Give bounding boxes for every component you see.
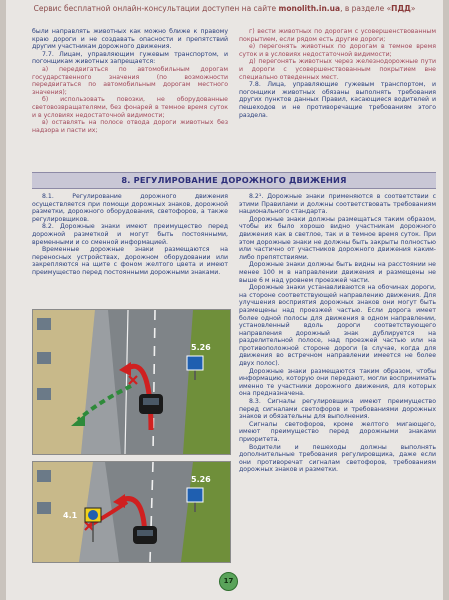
- road-scene-1: [33, 310, 230, 454]
- paragraph: Водители и пешеходы должны выполнять дополнительные требования регулировщика, даже если они противоречат сигналам светофоров, требованиям дорожных знаков и разметки.: [239, 443, 436, 474]
- car-window: [137, 530, 153, 536]
- sign-label: 4.1: [63, 511, 78, 520]
- paragraph: Дорожные знаки должны быть видны на расстоянии не менее 100 м в направлении движения и размещены не выше 6 м над уровнем проезжей части.: [239, 261, 436, 284]
- page-number: 17: [219, 572, 238, 591]
- u-turn-sign-icon: [187, 356, 203, 370]
- illustration-road-sign-5-26: [32, 309, 231, 455]
- page-header: Сервис бесплатной онлайн-консультации доступен на сайте monolith.in.ua, в разделе «ПДД»: [33, 4, 416, 13]
- paragraph: г) вести животных по дорогам с усовершенствованным покрытием, если рядом есть другие дороги;: [239, 28, 436, 43]
- paragraph: 8.2. Дорожные знаки имеют преимущество перед дорожной разметкой и могут быть постоянными, временными и со сменной информацией.: [32, 223, 228, 246]
- paragraph: д) перегонять животных через железнодорожные пути и дороги с усовершенствованным покрытием вне специально отведенных мест.: [239, 58, 436, 81]
- paragraph: Дорожные знаки должны размещаться таким образом, чтобы их было хорошо видно участникам дорожного движения как в светлое, так и в темное время суток. При этом дорожные знаки не должны быть закрыты полностью или частично от участников дорожного движения каким-либо препятствиями.: [239, 215, 436, 261]
- paragraph: Временные дорожные знаки размещаются на переносных устройствах, дорожном оборудовании или закрепляются на щите с фоном желтого цвета и имеют преимущество перед постоянными дорожными знаками.: [32, 246, 228, 276]
- straight-ahead-sign-icon: [88, 510, 98, 520]
- paragraph: 8.3. Сигналы регулировщика имеют преимущество перед сигналами светофоров и требованиями дорожных знаков и обязательны для выполнения.: [239, 398, 436, 421]
- window: [37, 318, 51, 330]
- paragraph: 8.1. Регулирование дорожного движения осуществляется при помощи дорожных знаков, дорожной разметки, дорожного оборудования, светофоров, а также регулировщиков.: [32, 193, 228, 223]
- section-8-left-column: [32, 193, 228, 277]
- sign-label: 5.26: [191, 343, 211, 352]
- window: [37, 470, 51, 482]
- paragraph: Дорожные знаки размещаются таким образом, чтобы информацию, которую они передают, могли воспринимать именно те участники дорожного движения, для которых она предназначена.: [239, 367, 436, 398]
- paragraph: Сигналы светофоров, кроме желтого мигающего, имеют преимущество перед дорожными знаками приоритета.: [239, 420, 436, 443]
- car-window: [143, 398, 159, 405]
- paragraph: 7.8. Лица, управляющие гужевым транспортом, и погонщики животных обязаны выполнять требования других пунктов данных Правил, касающиеся водителей и пешеходов и не противоречащие требованиям этого раздела.: [239, 81, 436, 119]
- paragraph: е) перегонять животных по дорогам в темное время суток и в условиях недостаточной видимости;: [239, 43, 436, 58]
- paragraph: в) оставлять на полосе отвода дороги животных без надзора и пасти их;: [32, 119, 228, 134]
- section-8-right-column: [239, 193, 436, 474]
- sign-label: 5.26: [191, 475, 211, 484]
- rules-7-left-column: [32, 28, 228, 134]
- section-heading-bar: [32, 172, 436, 189]
- window: [37, 352, 51, 364]
- paragraph: б) использовать повозки, не оборудованные световозвращателями, без фонарей в темное время суток и в условиях недостаточной видимости;: [32, 96, 228, 119]
- book-page: [6, 0, 443, 600]
- rules-7-right-column: [239, 28, 436, 119]
- paragraph: а) передвигаться по автомобильным дорогам государственного значения (по возможности передвигаться по автомобильным дорогам местного значения);: [32, 65, 228, 96]
- u-turn-sign-icon: [187, 488, 203, 502]
- paragraph: 8.2¹. Дорожные знаки применяются в соответствии с этими Правилами и должны соответствовать требованиям национального стандарта.: [239, 193, 436, 216]
- window: [37, 502, 51, 514]
- paragraph: Дорожные знаки устанавливаются на обочинах дороги, на стороне соответствующей направлению движения. Для улучшения восприятия дорожных знаков они могут быть размещены над проезжей частью. Если дорога имеет более одной полосы для движения в одном направлении, установленный вдоль дороги соответствующего направления дорожный знак дублируется на разделительной полосе, над проезжей частью или на противоположной стороне дороги (в случае, когда для движения во встречном направлении имеется не более двух полос).: [239, 284, 436, 368]
- illustration-road-signs-5-26-4-1: [32, 461, 231, 563]
- window: [37, 388, 51, 400]
- road-scene-2: [33, 462, 230, 562]
- paragraph: 7.7. Лицам, управляющим гужевым транспортом, и погонщикам животных запрещается:: [32, 50, 228, 66]
- header-site[interactable]: monolith.in.ua: [278, 4, 341, 13]
- section-title: 8. РЕГУЛИРОВАНИЕ ДОРОЖНОГО ДВИЖЕНИЯ: [121, 175, 347, 185]
- header-section: ПДД: [391, 4, 411, 13]
- paragraph: были направлять животных как можно ближе к правому краю дороги и не создавать опасности и препятствий другим участникам дорожного движения.: [32, 28, 228, 51]
